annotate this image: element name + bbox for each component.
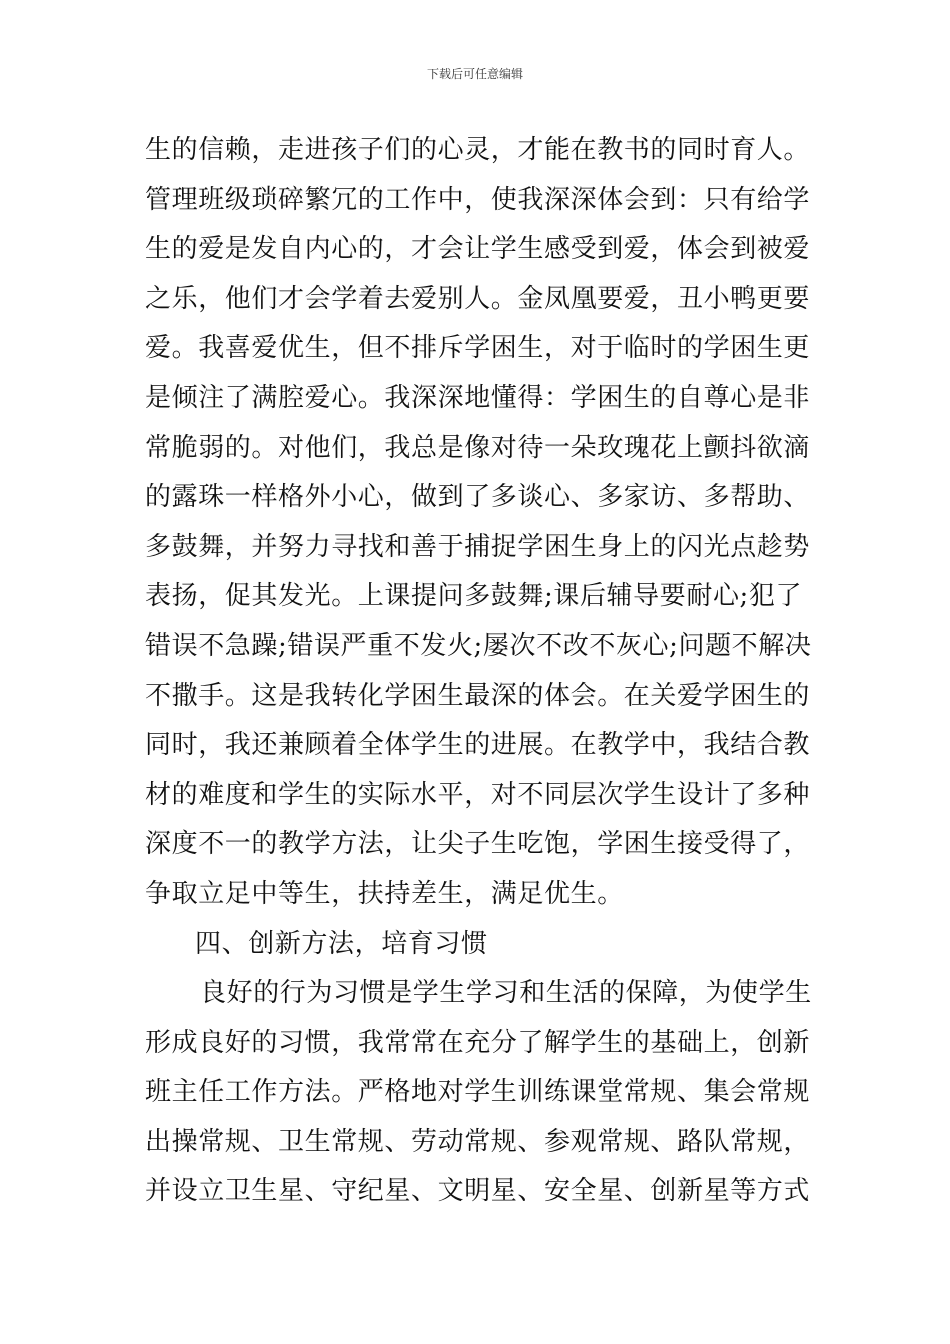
page-header-watermark: 下载后可任意编辑 — [426, 67, 523, 81]
text-line: 出操常规、卫生常规、劳动常规、参观常规、路队常规， — [145, 1126, 811, 1157]
text-line: 材的难度和学生的实际水平，对不同层次学生设计了多种 — [145, 779, 811, 810]
text-line: 生的信赖，走进孩子们的心灵，才能在教书的同时育人。 — [145, 135, 811, 165]
section-heading: 四、创新方法，培育习惯 — [195, 928, 488, 959]
text-line: 班主任工作方法。严格地对学生训练课堂常规、集会常规 — [145, 1077, 811, 1108]
text-line: 多鼓舞，并努力寻找和善于捕捉学困生身上的闪光点趁势 — [145, 531, 811, 562]
text-line: 之乐，他们才会学着去爱别人。金凤凰要爱，丑小鸭更要 — [145, 283, 811, 314]
text-line: 同时，我还兼顾着全体学生的进展。在教学中，我结合教 — [145, 730, 811, 761]
text-line: 良好的行为习惯是学生学习和生活的保障，为使学生 — [200, 978, 812, 1009]
text-line: 常脆弱的。对他们，我总是像对待一朵玫瑰花上颤抖欲滴 — [145, 432, 811, 463]
text-line: 并设立卫生星、守纪星、文明星、安全星、创新星等方式 — [145, 1176, 811, 1207]
text-line: 爱。我喜爱优生，但不排斥学困生，对于临时的学困生更 — [145, 333, 811, 364]
text-line: 争取立足中等生，扶持差生，满足优生。 — [145, 878, 624, 909]
text-line: 表扬，促其发光。上课提问多鼓舞;课后辅导要耐心;犯了 — [145, 581, 803, 612]
text-line: 管理班级琐碎繁冗的工作中，使我深深体会到：只有给学 — [145, 184, 811, 215]
text-line: 的露珠一样格外小心，做到了多谈心、多家访、多帮助、 — [145, 482, 811, 513]
text-line: 错误不急躁;错误严重不发火;屡次不改不灰心;问题不解决 — [145, 630, 812, 661]
text-line: 形成良好的习惯，我常常在充分了解学生的基础上，创新 — [145, 1027, 811, 1058]
document-body — [145, 126, 817, 1217]
text-line: 是倾注了满腔爱心。我深深地懂得：学困生的自尊心是非 — [145, 382, 811, 413]
text-line: 深度不一的教学方法，让尖子生吃饱，学困生接受得了， — [145, 829, 811, 860]
text-line: 不撒手。这是我转化学困生最深的体会。在关爱学困生的 — [145, 680, 811, 711]
text-line: 生的爱是发自内心的，才会让学生感受到爱，体会到被爱 — [145, 234, 811, 265]
